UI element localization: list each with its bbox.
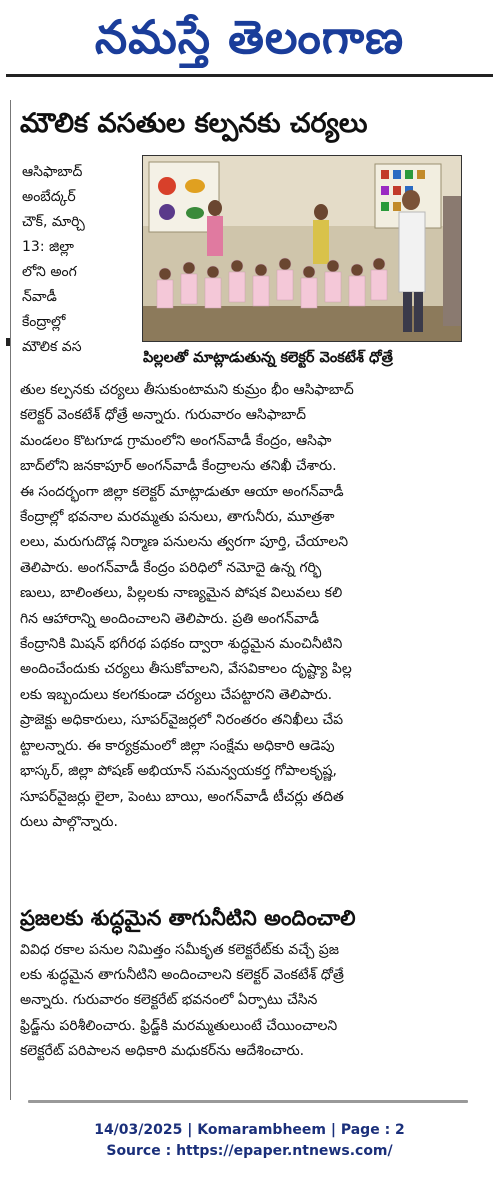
dateline-line: లోని అంగ bbox=[22, 264, 77, 280]
body-line: ఫ్రిడ్జ్‌ను పరిశీలించారు. ఫ్రిడ్జ్‌కి మరమ్మతులుంటే చేయించాలని bbox=[20, 1017, 338, 1034]
body-line: కేంద్రాల్లో భవనాల మరమ్మతు పనులు, తాగునీరు, మూత్రశా bbox=[20, 509, 335, 526]
body-line: ట్టాలన్నారు. ఈ కార్యక్రమంలో జిల్లా సంక్షేమ అధికారి ఆడెపు bbox=[20, 737, 335, 754]
footer-edition-line: 14/03/2025 | Komarambheem | Page : 2 bbox=[94, 1122, 405, 1138]
article-body bbox=[20, 378, 482, 835]
body-line: లకు ఇబ్బందులు కలగకుండా చర్యలు చేపట్టారని తెలిపారు. bbox=[20, 686, 333, 703]
body-line: గిన ఆహారాన్ని అందించాలని తెలిపారు. ప్రతి అంగన్‌వాడీ bbox=[20, 610, 320, 627]
dateline-line: ఆసిఫాబాద్ bbox=[22, 164, 83, 180]
body-line: కలెక్టరేట్ పరిపాలన అధికారి మధుకర్‌ను ఆదేశించారు. bbox=[20, 1042, 305, 1059]
body-line: మండలం కొటగూడ గ్రామంలోని అంగన్‌వాడీ కేంద్రం, ఆసిఫా bbox=[20, 432, 332, 449]
dateline-line: కేంద్రాల్లో bbox=[22, 314, 66, 330]
dateline-line: 13: జిల్లా bbox=[22, 239, 74, 255]
body-line: భాస్కర్, జిల్లా పోషణ్ అభియాన్ సమన్వయకర్త గోపాలకృష్ణ, bbox=[20, 763, 337, 780]
dateline-line: అంబేద్కర్ bbox=[22, 189, 76, 205]
page-footer bbox=[0, 1120, 499, 1162]
article-photo bbox=[142, 155, 462, 342]
newspaper-masthead: నమస్తే తెలంగాణ bbox=[94, 10, 405, 64]
body-line: బాద్‌లోని జనకాపూర్ అంగన్‌వాడీ కేంద్రాలను తనిఖీ చేశారు. bbox=[20, 458, 337, 475]
body-line: తుల కల్పనకు చర్యలు తీసుకుంటామని కుమ్రం భీం ఆసిఫాబాద్ bbox=[20, 382, 354, 398]
column-marker bbox=[6, 338, 10, 346]
body-line: అన్నారు. గురువారం కలెక్టరేట్ భవనంలో ఏర్పాటు చేసిన bbox=[20, 992, 318, 1009]
masthead-rule bbox=[6, 74, 493, 77]
body-line: తెలిపారు. అంగన్‌వాడీ కేంద్రం పరిధిలో నమోదై ఉన్న గర్భి bbox=[20, 559, 322, 576]
dateline-line: చౌక్, మార్చి bbox=[22, 214, 85, 230]
section-body bbox=[20, 938, 482, 1064]
body-line: అందించేందుకు చర్యలు తీసుకోవాలని, వేసవికాలం దృష్ట్యా పిల్ల bbox=[20, 661, 352, 678]
dateline-line: న్‌వాడీ bbox=[22, 289, 57, 305]
body-line: ఈ సందర్భంగా జిల్లా కలెక్టర్ మాట్లాడుతూ ఆయా అంగన్‌వాడీ bbox=[20, 483, 344, 500]
dateline-column bbox=[22, 160, 134, 360]
classroom-photo-illustration bbox=[143, 156, 461, 341]
body-line: కేంద్రానికి మిషన్ భగీరథ పథకం ద్వారా శుద్ధమైన మంచినీటిని bbox=[20, 636, 343, 653]
body-line: లకు శుద్ధమైన తాగునీటిని అందించాలని కలెక్టర్ వెంకటేశ్ ధోత్రే bbox=[20, 967, 344, 984]
column-rule bbox=[10, 100, 11, 1100]
cropped-next-headline bbox=[28, 1098, 468, 1106]
body-line: వివిధ రకాల పనుల నిమిత్తం సమీకృత కలెక్టరేట్‌కు వచ్చే ప్రజ bbox=[20, 942, 339, 958]
dateline-line: మౌలిక వస bbox=[22, 339, 82, 355]
body-line: సూపర్‌వైజర్లు లైలా, పెంటు బాయి, అంగన్‌వాడీ టీచర్లు తదిత bbox=[20, 788, 344, 805]
body-line: లలు, మరుగుదొడ్ల నిర్మాణ పనులను త్వరగా పూర్తి, చేయాలని bbox=[20, 534, 349, 551]
body-line: ణులు, బాలింతలు, పిల్లలకు నాణ్యమైన పోషక విలువలు కలి bbox=[20, 585, 343, 602]
body-line: ప్రాజెక్టు అధికారులు, సూపర్‌వైజర్లలో నిరంతరం తనిఖీలు చేప bbox=[20, 712, 344, 729]
body-line: రులు పాల్గొన్నారు. bbox=[20, 813, 118, 830]
photo-caption: పిల్లలతో మాట్లాడుతున్న కలెక్టర్ వెంకటేశ్ ధోత్రే bbox=[143, 350, 393, 366]
footer-source-line: Source : https://epaper.ntnews.com/ bbox=[106, 1143, 393, 1159]
article-headline: మౌలిక వసతుల కల్పనకు చర్యలు bbox=[20, 108, 368, 139]
section-subheading: ప్రజలకు శుద్ధమైన తాగునీటిని అందించాలి bbox=[20, 906, 356, 930]
body-line: కలెక్టర్ వెంకటేశ్ ధోత్రే అన్నారు. గురువారం ఆసిఫాబాద్ bbox=[20, 407, 307, 424]
